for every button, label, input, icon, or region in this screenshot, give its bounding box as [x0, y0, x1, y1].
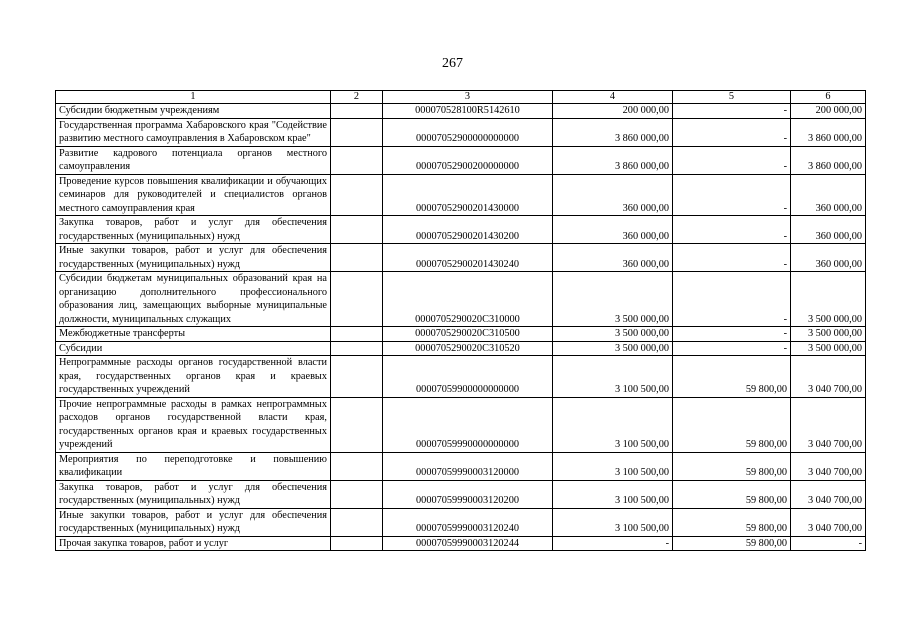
row-code-cell: 0000705290020C310000 — [383, 272, 553, 327]
table-row — [56, 146, 866, 174]
row-col2-cell — [331, 356, 383, 398]
row-col4-amount: 3 500 000,00 — [553, 272, 673, 327]
row-code-cell: 0000705290020C310500 — [383, 327, 553, 342]
row-col4-amount: 3 100 500,00 — [553, 452, 673, 480]
row-col5-amount: - — [673, 327, 791, 342]
table-row — [56, 272, 866, 327]
row-col4-amount: - — [553, 536, 673, 551]
row-name-cell: Прочие непрограммные расходы в рамках непрограммных расходов органов государственной власти края, государственных органов края и краевых государственных учреждений — [56, 397, 331, 452]
row-col4-amount: 3 500 000,00 — [553, 327, 673, 342]
row-col4-amount: 200 000,00 — [553, 104, 673, 119]
header-col-4: 4 — [553, 91, 673, 104]
table-row — [56, 244, 866, 272]
row-col5-amount: 59 800,00 — [673, 508, 791, 536]
table-row — [56, 356, 866, 398]
row-name-cell: Субсидии бюджетам муниципальных образований края на организацию дополнительного профессионального образования лиц, замещающих выборные муниципальные должности, муниципальных служащих — [56, 272, 331, 327]
row-code-cell: 00007059990003120244 — [383, 536, 553, 551]
row-name-cell: Развитие кадрового потенциала органов местного самоуправления — [56, 146, 331, 174]
row-col6-amount: 200 000,00 — [791, 104, 866, 119]
row-col5-amount: - — [673, 174, 791, 216]
row-name-cell: Государственная программа Хабаровского края "Содействие развитию местного самоуправления в Хабаровском крае" — [56, 118, 331, 146]
row-col6-amount: 3 500 000,00 — [791, 272, 866, 327]
row-col4-amount: 3 100 500,00 — [553, 397, 673, 452]
row-col5-amount: 59 800,00 — [673, 397, 791, 452]
header-col-5: 5 — [673, 91, 791, 104]
table-row — [56, 452, 866, 480]
page-number: 267 — [442, 56, 463, 71]
row-code-cell: 00007052900000000000 — [383, 118, 553, 146]
row-code-cell: 00007052900201430240 — [383, 244, 553, 272]
row-col5-amount: - — [673, 272, 791, 327]
row-col4-amount: 360 000,00 — [553, 244, 673, 272]
row-name-cell: Непрограммные расходы органов государственной власти края, государственных органов края и краевых государственных учреждений — [56, 356, 331, 398]
header-col-2: 2 — [331, 91, 383, 104]
row-code-cell: 00007059900000000000 — [383, 356, 553, 398]
row-code-cell: 00007052900200000000 — [383, 146, 553, 174]
header-col-6: 6 — [791, 91, 866, 104]
table-row — [56, 104, 866, 119]
row-col5-amount: 59 800,00 — [673, 480, 791, 508]
row-col5-amount: - — [673, 118, 791, 146]
row-code-cell: 00007052900201430200 — [383, 216, 553, 244]
row-col6-amount: 3 040 700,00 — [791, 356, 866, 398]
row-col5-amount: - — [673, 146, 791, 174]
row-col4-amount: 3 860 000,00 — [553, 146, 673, 174]
row-col4-amount: 360 000,00 — [553, 174, 673, 216]
row-col2-cell — [331, 536, 383, 551]
row-col2-cell — [331, 327, 383, 342]
table-row — [56, 216, 866, 244]
row-name-cell: Иные закупки товаров, работ и услуг для обеспечения государственных (муниципальных) нужд — [56, 244, 331, 272]
row-col2-cell — [331, 508, 383, 536]
budget-table — [55, 90, 866, 551]
row-code-cell: 000070528100R5142610 — [383, 104, 553, 119]
row-col2-cell — [331, 216, 383, 244]
row-col2-cell — [331, 118, 383, 146]
row-col6-amount: 3 040 700,00 — [791, 397, 866, 452]
row-col4-amount: 3 100 500,00 — [553, 480, 673, 508]
header-row — [56, 91, 866, 104]
row-col5-amount: - — [673, 341, 791, 356]
row-name-cell: Закупка товаров, работ и услуг для обеспечения государственных (муниципальных) нужд — [56, 216, 331, 244]
row-col6-amount: 3 040 700,00 — [791, 452, 866, 480]
row-col6-amount: 3 860 000,00 — [791, 146, 866, 174]
row-code-cell: 00007059990003120240 — [383, 508, 553, 536]
row-col6-amount: 360 000,00 — [791, 174, 866, 216]
row-col2-cell — [331, 452, 383, 480]
row-name-cell: Закупка товаров, работ и услуг для обеспечения государственных (муниципальных) нужд — [56, 480, 331, 508]
row-col2-cell — [331, 146, 383, 174]
row-name-cell: Проведение курсов повышения квалификации и обучающих семинаров для руководителей и специалистов органов местного самоуправления края — [56, 174, 331, 216]
row-code-cell: 00007059990003120200 — [383, 480, 553, 508]
row-code-cell: 00007052900201430000 — [383, 174, 553, 216]
row-col2-cell — [331, 480, 383, 508]
table-row — [56, 480, 866, 508]
row-col5-amount: - — [673, 104, 791, 119]
row-col6-amount: 3 040 700,00 — [791, 480, 866, 508]
row-col2-cell — [331, 272, 383, 327]
row-col6-amount: 3 040 700,00 — [791, 508, 866, 536]
row-col6-amount: 3 860 000,00 — [791, 118, 866, 146]
row-col6-amount: 3 500 000,00 — [791, 327, 866, 342]
row-col6-amount: 360 000,00 — [791, 244, 866, 272]
table-row — [56, 174, 866, 216]
table-row — [56, 397, 866, 452]
row-col5-amount: 59 800,00 — [673, 452, 791, 480]
row-col5-amount: 59 800,00 — [673, 536, 791, 551]
table-row — [56, 118, 866, 146]
row-col6-amount: 3 500 000,00 — [791, 341, 866, 356]
row-col2-cell — [331, 341, 383, 356]
row-col2-cell — [331, 174, 383, 216]
row-col5-amount: 59 800,00 — [673, 356, 791, 398]
row-name-cell: Иные закупки товаров, работ и услуг для обеспечения государственных (муниципальных) нужд — [56, 508, 331, 536]
table-row — [56, 341, 866, 356]
header-col-1: 1 — [56, 91, 331, 104]
row-col4-amount: 360 000,00 — [553, 216, 673, 244]
row-col4-amount: 3 100 500,00 — [553, 508, 673, 536]
table-body — [56, 104, 866, 551]
row-code-cell: 00007059990003120000 — [383, 452, 553, 480]
row-col4-amount: 3 860 000,00 — [553, 118, 673, 146]
row-col5-amount: - — [673, 244, 791, 272]
row-name-cell: Субсидии бюджетным учреждениям — [56, 104, 331, 119]
row-name-cell: Субсидии — [56, 341, 331, 356]
row-col2-cell — [331, 397, 383, 452]
row-name-cell: Прочая закупка товаров, работ и услуг — [56, 536, 331, 551]
row-col2-cell — [331, 244, 383, 272]
table-row — [56, 536, 866, 551]
row-name-cell: Межбюджетные трансферты — [56, 327, 331, 342]
row-col4-amount: 3 100 500,00 — [553, 356, 673, 398]
row-col6-amount: 360 000,00 — [791, 216, 866, 244]
table-row — [56, 327, 866, 342]
row-col5-amount: - — [673, 216, 791, 244]
row-col4-amount: 3 500 000,00 — [553, 341, 673, 356]
row-col6-amount: - — [791, 536, 866, 551]
row-code-cell: 00007059990000000000 — [383, 397, 553, 452]
row-col2-cell — [331, 104, 383, 119]
table-row — [56, 508, 866, 536]
row-code-cell: 0000705290020C310520 — [383, 341, 553, 356]
row-name-cell: Мероприятия по переподготовке и повышению квалификации — [56, 452, 331, 480]
header-col-3: 3 — [383, 91, 553, 104]
